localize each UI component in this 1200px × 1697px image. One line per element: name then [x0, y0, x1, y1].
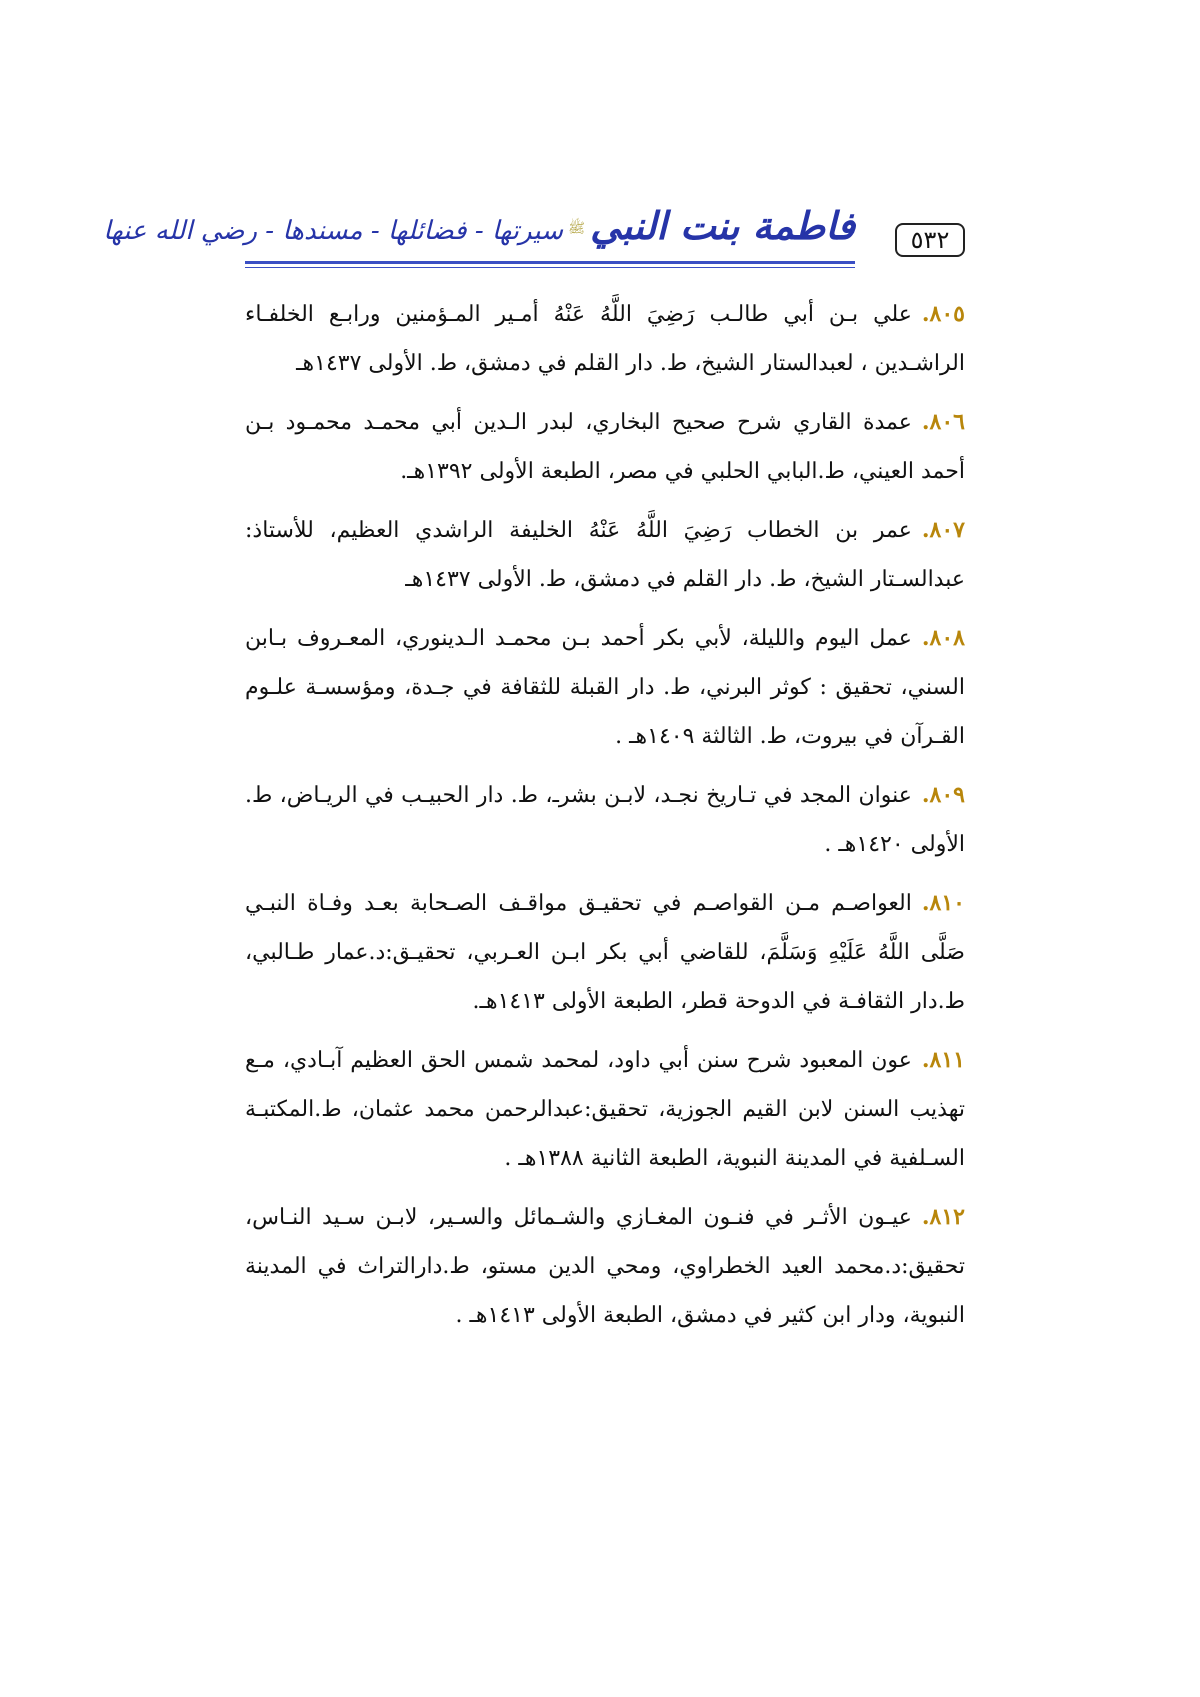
bibliography-entry — [245, 1193, 965, 1340]
entry-text: عيـون الأثـر في فنـون المغـازي والشـمائل والسـير، لابـن سـيد النـاس، تحقيق:د.محمد العيد الخطراوي، ومحي الدين مستو، ط.دارالتراث في المدينة النبوية، ودار ابن كثير في دمشق، الطبعة الأولى ١٤١٣هـ . — [245, 1205, 965, 1328]
entry-text: عمر بن الخطاب رَضِيَ اللَّهُ عَنْهُ الخليفة الراشدي العظيم، للأستاذ: عبدالسـتار الشيخ، ط. دار القلم في دمشق، ط. الأولى ١٤٣٧هـ — [245, 518, 965, 592]
bibliography-entry — [245, 398, 965, 496]
entry-text: عنوان المجد في تـاريخ نجـد، لابـن بشرـ، ط. دار الحبيـب في الريـاض، ط. الأولى ١٤٢٠هـ . — [245, 783, 965, 857]
entry-text: عمدة القاري شرح صحيح البخاري، لبدر الـدين أبي محمـد محمـود بـن أحمد العيني، ط.البابي الحلبي في مصر، الطبعة الأولى ١٣٩٢هـ. — [245, 410, 965, 484]
bibliography-entry — [245, 614, 965, 761]
entry-text: عون المعبود شرح سنن أبي داود، لمحمد شمس الحق العظيم آبـادي، مـع تهذيب السنن لابن القيم الجوزية، تحقيق:عبدالرحمن محمد عثمان، ط.المكتبـة السـلفية في المدينة النبوية، الطبعة الثانية ١٣٨٨هـ . — [245, 1048, 965, 1171]
bibliography-list — [245, 290, 965, 1350]
title-honorific: ﷺ — [568, 220, 586, 237]
entry-number: ٨١٢. — [921, 1204, 965, 1230]
bibliography-entry — [245, 290, 965, 388]
entry-text: عمل اليوم والليلة، لأبي بكر أحمد بـن محمـد الـدينوري، المعـروف بـابن السني، تحقيق : كوثر البرني، ط. دار القبلة للثقافة في جـدة، ومؤسسـة علـوم القـرآن في بيروت، ط. الثالثة ١٤٠٩هـ . — [245, 626, 965, 749]
book-subtitle: سيرتها - فضائلها - مسندها - رضي الله عنها — [103, 216, 563, 246]
entry-number: ٨٠٧. — [921, 517, 965, 543]
page-number: ٥٣٢ — [895, 223, 965, 257]
entry-number: ٨٠٥. — [921, 301, 965, 327]
entry-number: ٨٠٦. — [921, 409, 965, 435]
header-rule — [245, 261, 855, 264]
page-header — [103, 183, 965, 273]
entry-text: العواصـم مـن القواصـم في تحقيـق مواقـف الصـحابة بعـد وفـاة النبـي صَلَّى اللَّهُ عَلَيْهِ وَسَلَّمَ، للقاضي أبي بكر ابـن العـربي، تحقيـق:د.عمار طـالبي، ط.دار الثقافـة في الدوحة قطر، الطبعة الأولى ١٤١٣هـ. — [245, 891, 965, 1014]
book-title: فاطمة بنت النبي — [590, 203, 855, 248]
entry-number: ٨١٠. — [921, 890, 965, 916]
running-title — [103, 203, 855, 259]
bibliography-entry — [245, 771, 965, 869]
bibliography-entry — [245, 879, 965, 1026]
bibliography-entry — [245, 506, 965, 604]
entry-number: ٨٠٩. — [921, 782, 965, 808]
header-rule-thin — [245, 267, 855, 268]
entry-number: ٨١١. — [921, 1047, 965, 1073]
entry-text: علي بـن أبي طالـب رَضِيَ اللَّهُ عَنْهُ أمـير المـؤمنين ورابـع الخلفـاء الراشـدين ، لعبدالستار الشيخ، ط. دار القلم في دمشق، ط. الأولى ١٤٣٧هـ — [245, 302, 965, 376]
entry-number: ٨٠٨. — [921, 625, 965, 651]
bibliography-entry — [245, 1036, 965, 1183]
